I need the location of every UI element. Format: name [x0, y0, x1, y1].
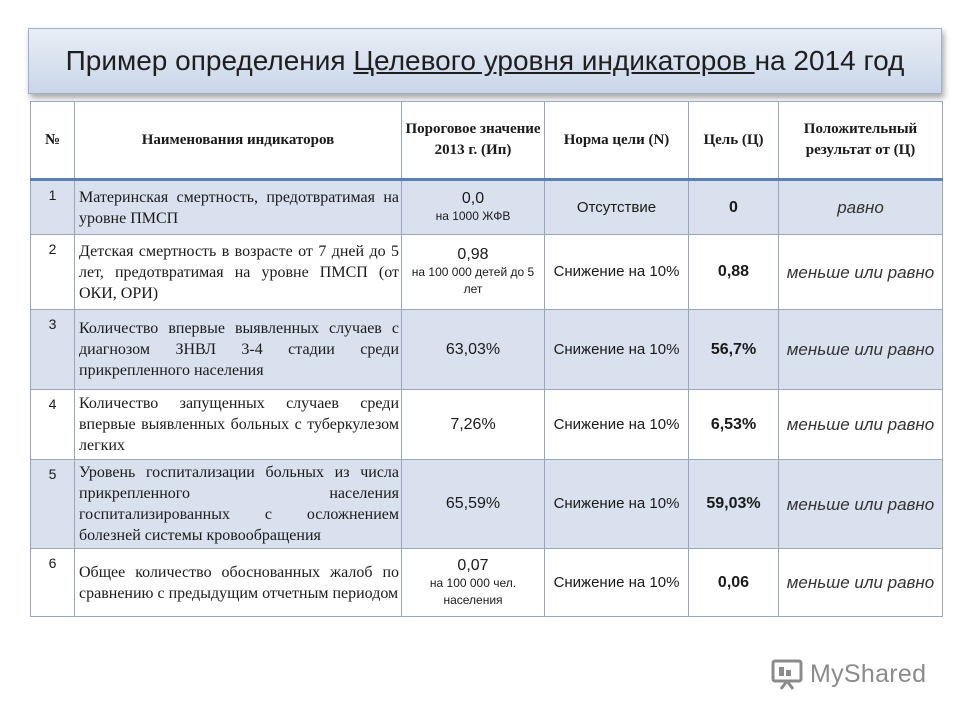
table-header-row [31, 102, 943, 180]
row-result: меньше или равно [779, 235, 943, 310]
title-prefix: Пример определения [65, 45, 354, 76]
watermark-text: MyShared [810, 659, 927, 688]
row-result: меньше или равно [779, 549, 943, 617]
threshold-value: 7,26% [450, 415, 496, 433]
row-result: меньше или равно [779, 310, 943, 390]
threshold-value: 0,98 [457, 246, 489, 263]
row-norm: Снижение на 10% [545, 549, 689, 617]
row-threshold [402, 180, 545, 235]
row-norm: Снижение на 10% [545, 235, 689, 310]
watermark-logo [770, 656, 926, 692]
row-norm: Снижение на 10% [545, 460, 689, 549]
indicators-table [30, 101, 943, 617]
row-num: 2 [31, 235, 75, 310]
row-name: Материнская смертность, предотвратимая на уровне ПМСП [75, 180, 402, 235]
row-result: меньше или равно [779, 460, 943, 549]
row-goal: 0 [689, 180, 779, 235]
header-result: Положительный результат от (Ц) [779, 102, 943, 180]
row-norm: Снижение на 10% [545, 390, 689, 460]
row-result: меньше или равно [779, 390, 943, 460]
threshold-value: 65,59% [445, 495, 501, 512]
threshold-note: на 100 000 чел. населения [429, 575, 517, 607]
row-goal: 0,88 [689, 235, 779, 310]
row-threshold [402, 460, 545, 549]
row-name: Общее количество обоснованных жалоб по сравнению с предыдущим отчетным периодом [75, 549, 402, 617]
header-name: Наименования индикаторов [75, 102, 402, 180]
threshold-value: 0,07 [457, 556, 489, 574]
header-norm: Норма цели (N) [545, 102, 689, 180]
row-num: 5 [31, 460, 75, 549]
row-num: 4 [31, 390, 75, 460]
table-row [31, 460, 943, 549]
threshold-value: 63,03% [445, 340, 501, 358]
threshold-note: на 100 000 детей до 5 лет [411, 265, 535, 296]
title-suffix: на 2014 год [754, 45, 905, 76]
row-threshold [402, 235, 545, 310]
row-num: 1 [31, 180, 75, 235]
table-row [31, 549, 943, 617]
row-num: 6 [31, 549, 75, 617]
title-banner [28, 28, 942, 94]
row-goal: 0,06 [689, 549, 779, 617]
header-num: № [31, 102, 75, 180]
title-underlined: Целевого уровня индикаторов [353, 45, 755, 76]
table-row [31, 310, 943, 390]
threshold-value: 0,0 [461, 190, 485, 207]
table-row [31, 390, 943, 460]
row-threshold [402, 549, 545, 617]
row-name: Количество запущенных случаев среди впервые выявленных больных с туберкулезом легких [75, 390, 402, 460]
threshold-note: на 1000 ЖФВ [435, 209, 511, 223]
page-title [66, 45, 905, 77]
presentation-board-icon [770, 657, 804, 691]
row-result: равно [779, 180, 943, 235]
header-threshold: Пороговое значение 2013 г. (Ип) [402, 102, 545, 180]
header-goal: Цель (Ц) [689, 102, 779, 180]
table-row [31, 235, 943, 310]
row-threshold [402, 390, 545, 460]
row-norm: Снижение на 10% [545, 310, 689, 390]
table-row [31, 180, 943, 235]
row-num: 3 [31, 310, 75, 390]
row-name: Уровень госпитализации больных из числа прикрепленного населения госпитализированных с осложнением болезней системы кровообращения [75, 460, 402, 549]
row-name: Количество впервые выявленных случаев с диагнозом ЗНВЛ 3-4 стадии среди прикрепленного населения [75, 310, 402, 390]
row-goal: 59,03% [689, 460, 779, 549]
row-goal: 6,53% [689, 390, 779, 460]
row-goal: 56,7% [689, 310, 779, 390]
row-norm: Отсутствие [545, 180, 689, 235]
row-threshold [402, 310, 545, 390]
row-name: Детская смертность в возрасте от 7 дней до 5 лет, предотвратимая на уровне ПМСП (от ОКИ, ОРИ) [75, 235, 402, 310]
